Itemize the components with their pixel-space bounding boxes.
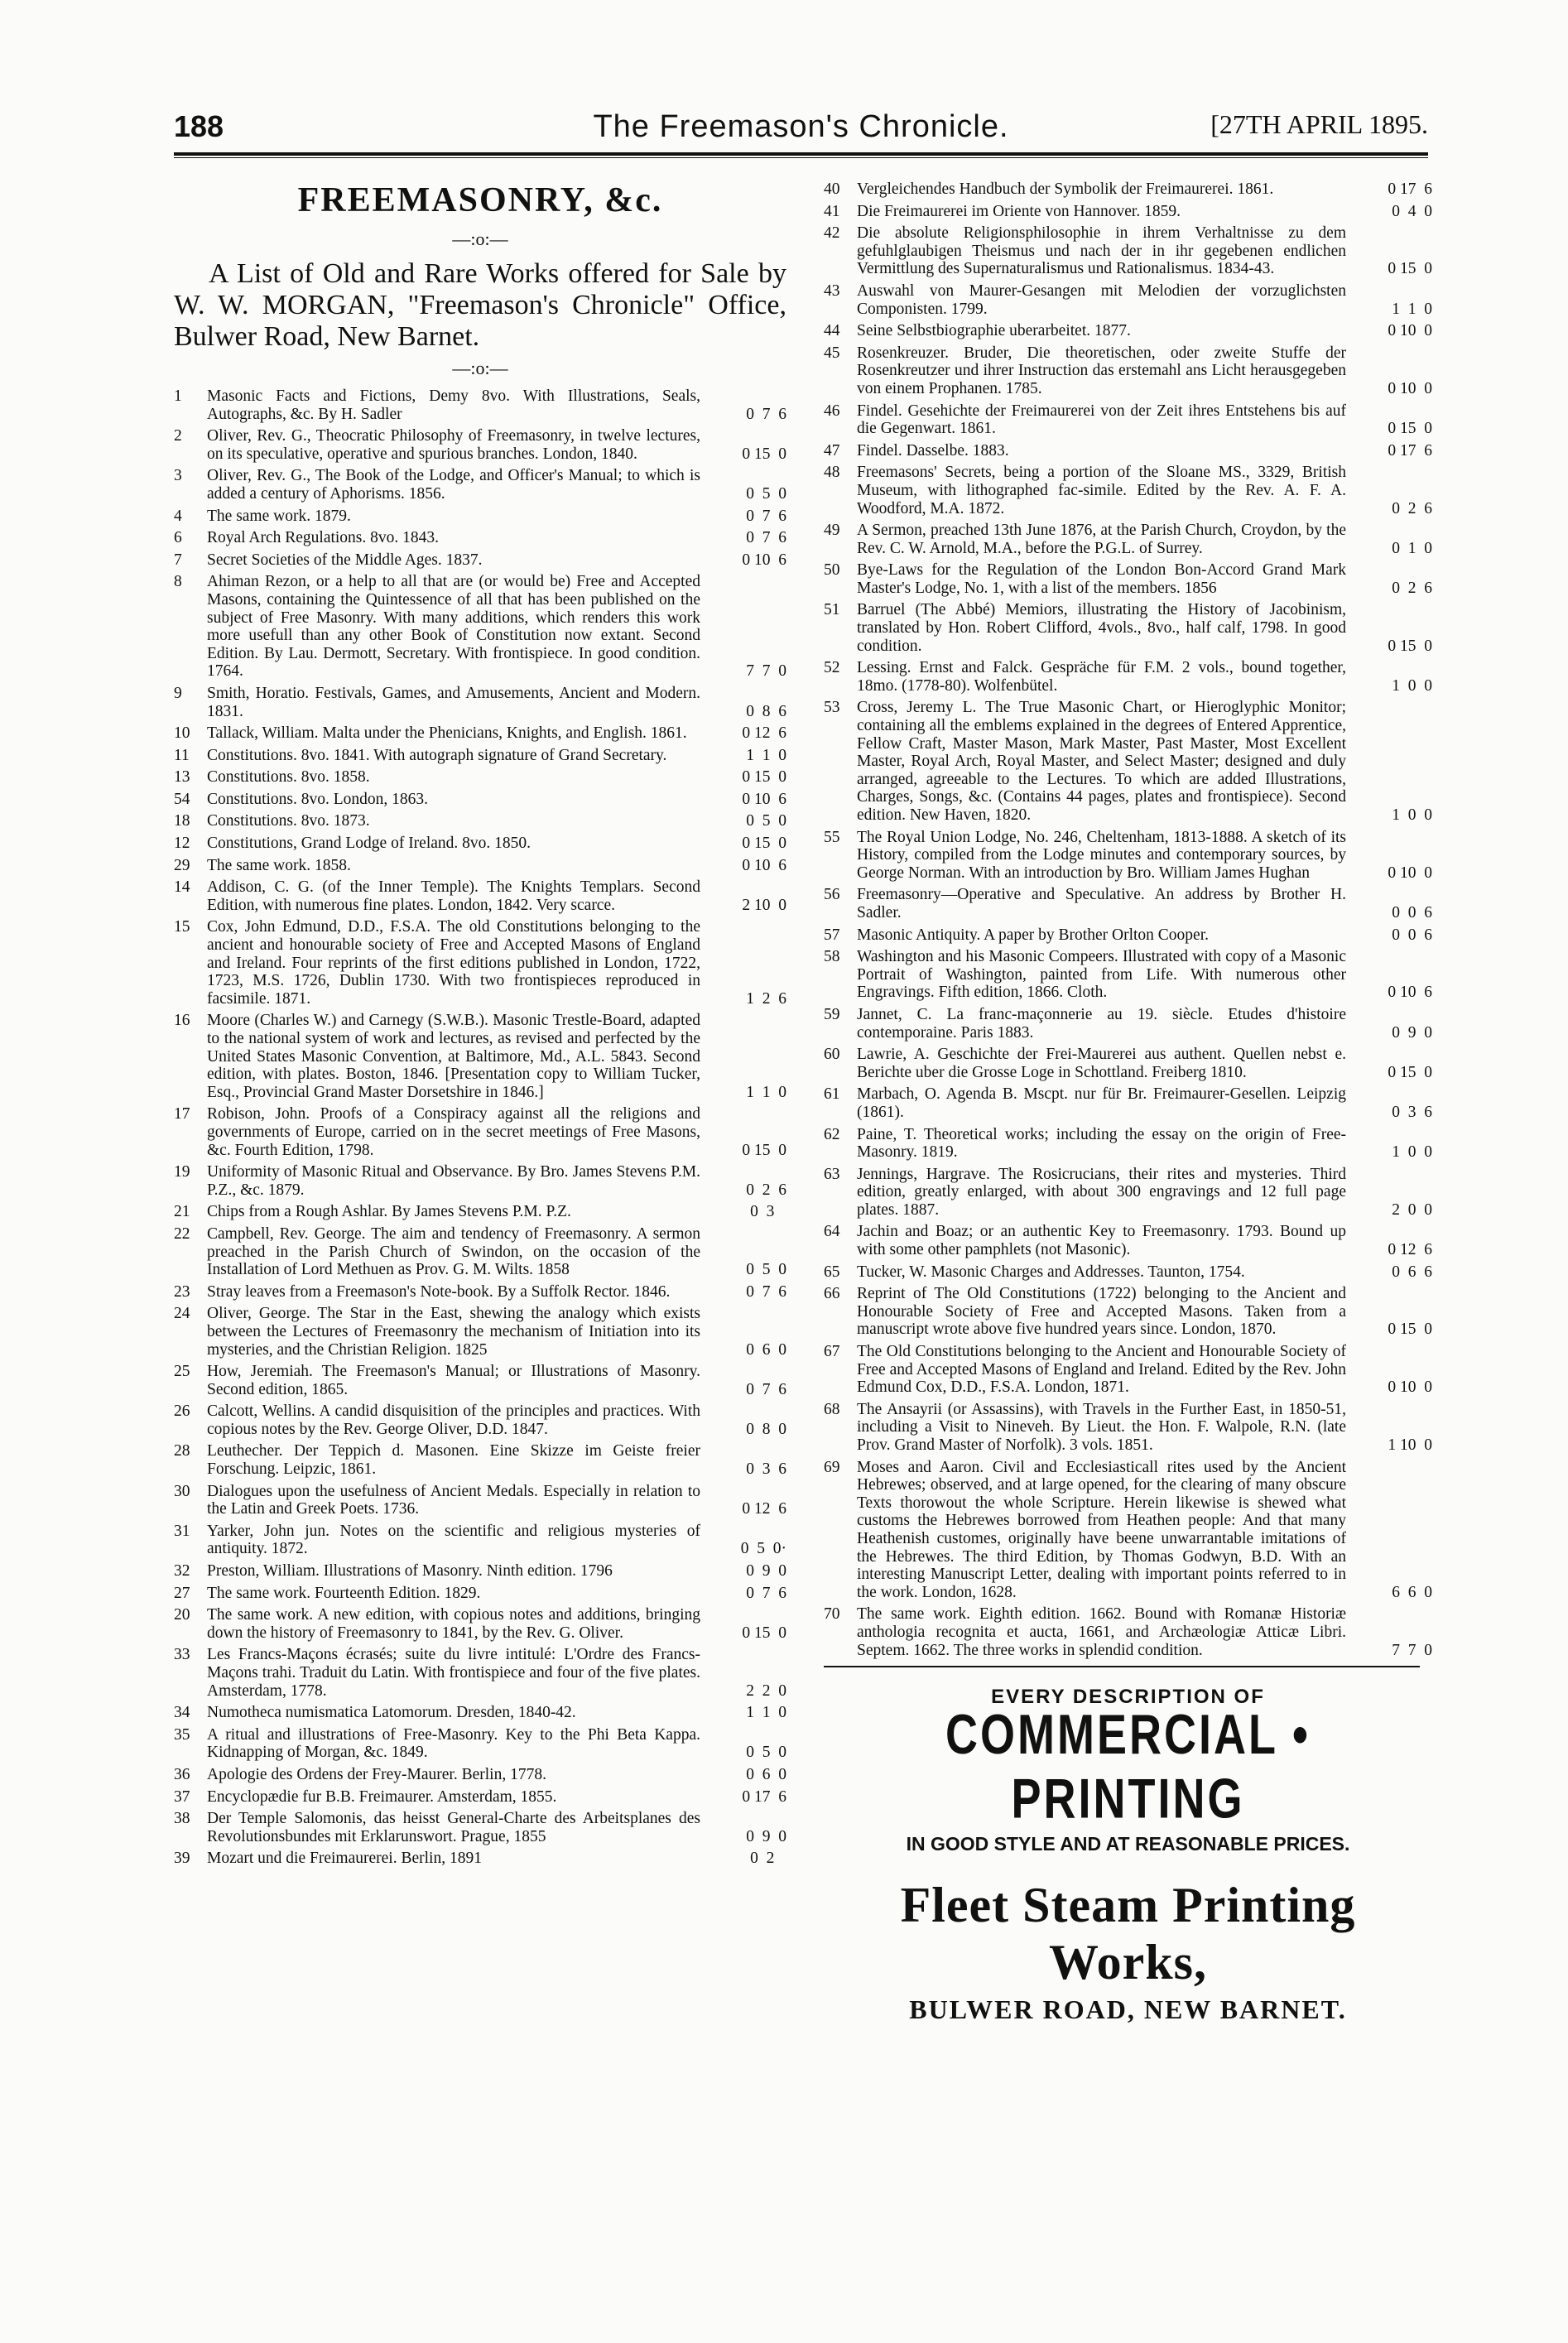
header-rule (174, 152, 1428, 156)
entry-description: Seine Selbstbiographie uberarbeitet. 1877. (857, 322, 1131, 340)
entry-price: 0 10 6 (742, 790, 786, 808)
book-entry (174, 529, 786, 547)
entry-description: Les Francs-Maçons écrasés; suite du livre intitulé: L'Ordre des Francs-Maçons trahi. Traduit du Latin. With frontispiece and four of the five plates. Amsterdam, 1778. (207, 1646, 700, 1700)
book-entry (174, 1363, 786, 1398)
entry-price: 0 8 0 (746, 1420, 786, 1438)
entry-description: Dialogues upon the usefulness of Ancient Medals. Especially in relation to the Latin and Greek Poets. 1736. (207, 1482, 700, 1518)
entry-description: How, Jeremiah. The Freemason's Manual; or Illustrations of Masonry. Second edition, 1865. (207, 1363, 700, 1398)
publication-title: The Freemason's Chronicle. (593, 109, 1009, 144)
entry-number: 16 (174, 1012, 190, 1030)
entry-description: The same work. A new edition, with copious notes and additions, bringing down the history of Freemasonry to 1841, by the Rev. G. Oliver. (207, 1606, 700, 1642)
book-entry (174, 1646, 786, 1700)
entry-description: Marbach, O. Agenda B. Mscpt. nur für Br. Freimaurer-Gesellen. Leipzig (1861). (857, 1085, 1346, 1121)
book-entry (174, 1305, 786, 1359)
entry-description: Encyclopædie fur B.B. Freimaurer. Amsterdam, 1855. (207, 1787, 557, 1806)
book-entry (174, 918, 786, 1008)
entry-description: A Sermon, preached 13th June 1876, at the Parish Church, Croydon, by the Rev. C. W. Arnold, M.A., before the P.G.L. of Surrey. (857, 522, 1346, 557)
entry-description: The Old Constitutions belonging to the Ancient and Honourable Society of Free and Accepted Masons of England and Ireland. Edited by the Rev. John Edmund Cox, D.D., F.S.A. London, 1871. (857, 1343, 1346, 1397)
entry-number: 14 (174, 878, 190, 897)
entry-price: 7 7 0 (746, 662, 786, 681)
book-entry (174, 1585, 786, 1603)
ornament-bottom: —:o:— (452, 358, 508, 378)
book-entry (824, 402, 1432, 438)
entry-description: Jennings, Hargrave. The Rosicrucians, their rites and mysteries. Third edition, greatly enlarged, with about 300 engravings and 12 full page plates. 1887. (857, 1165, 1346, 1219)
entry-price: 0 5 0· (740, 1540, 786, 1558)
entry-number: 40 (824, 180, 840, 198)
entry-description: Chips from a Rough Ashlar. By James Stevens P.M. P.Z. (207, 1203, 571, 1221)
page-number: 188 (174, 109, 224, 143)
entry-description: Der Temple Salomonis, das heisst General-Charte des Arbeitsplanes des Revolutionsbundes mit Erklarunswort. Prague, 1855 (207, 1810, 700, 1845)
entry-description: Addison, C. G. (of the Inner Temple). The Knights Templars. Second Edition, with numerous fine plates. London, 1842. Very scarce. (207, 878, 700, 914)
book-entry (824, 180, 1432, 199)
book-entry (174, 1442, 786, 1478)
book-entry (174, 1203, 786, 1221)
book-entry (174, 685, 786, 720)
entry-number: 39 (174, 1850, 190, 1868)
entry-price: 0 5 0 (746, 812, 786, 830)
entry-number: 8 (174, 573, 182, 591)
entry-number: 12 (174, 835, 190, 853)
book-entry (174, 1562, 786, 1580)
entry-description: Jannet, C. La franc-maçonnerie au 19. siècle. Etudes d'histoire contemporaine. Paris 1883. (857, 1005, 1346, 1042)
entry-number: 53 (824, 699, 840, 717)
entry-number: 61 (824, 1085, 840, 1104)
entry-price: 0 0 6 (1392, 926, 1432, 944)
book-entry (824, 203, 1432, 221)
entry-number: 51 (824, 601, 840, 619)
entry-number: 41 (824, 202, 840, 220)
book-entry (174, 508, 786, 526)
book-entry (174, 857, 786, 875)
book-entry (174, 835, 786, 853)
book-entry (174, 747, 786, 765)
entry-number: 25 (174, 1363, 190, 1381)
entry-description: Barruel (The Abbé) Memiors, illustrating the History of Jacobinism, translated by Hon. Robert Clifford, 4vols., 8vo., half calf, 1798. In good condition. (857, 601, 1346, 655)
book-entry (824, 344, 1432, 398)
entry-description: Paine, T. Theoretical works; including the essay on the origin of Free-Masonry. 1819. (857, 1125, 1346, 1162)
entry-number: 22 (174, 1224, 190, 1243)
entry-description: Oliver, Rev. G., Theocratic Philosophy of Freemasonry, in twelve lectures, on its speculative, operative and spurious branches. London, 1840. (207, 427, 700, 463)
entry-number: 56 (824, 886, 840, 904)
advert-commercial-printing: COMMERCIAL • PRINTING (945, 1703, 1311, 1831)
entry-description: Die Freimaurerei im Oriente von Hannover. 1859. (857, 202, 1181, 220)
entry-price: 0 7 6 (746, 405, 786, 423)
book-entry (174, 1402, 786, 1438)
book-entry (174, 427, 786, 463)
book-entry (824, 1459, 1432, 1602)
entry-number: 43 (824, 281, 840, 300)
entry-number: 21 (174, 1203, 190, 1221)
book-entry (174, 1483, 786, 1518)
entry-number: 66 (824, 1285, 840, 1303)
entry-number: 2 (174, 427, 182, 445)
entry-price: 0 10 6 (1388, 984, 1432, 1002)
book-entry (824, 522, 1432, 557)
book-entry (824, 224, 1432, 278)
entry-number: 48 (824, 464, 840, 482)
printing-advertisement (824, 1686, 1432, 2025)
entry-number: 63 (824, 1165, 840, 1183)
entry-price: 0 12 6 (742, 724, 786, 743)
entry-number: 1 (174, 387, 182, 405)
entry-number: 29 (174, 856, 190, 874)
entry-number: 35 (174, 1725, 190, 1744)
entry-price: 0 10 6 (742, 551, 786, 569)
advert-good-style: IN GOOD STYLE AND AT REASONABLE PRICES. (906, 1833, 1350, 1855)
entry-price: 1 2 6 (746, 989, 786, 1008)
entry-price: 0 10 0 (1388, 1378, 1432, 1397)
entry-price: 0 15 0 (742, 445, 786, 463)
header-rule-thin (174, 157, 1428, 158)
entry-price: 7 7 0 (1392, 1641, 1432, 1659)
entry-description: Uniformity of Masonic Ritual and Observance. By Bro. James Stevens P.M. P.Z., &c. 1879. (207, 1163, 700, 1199)
entry-description: Constitutions. 8vo. London, 1863. (207, 790, 429, 808)
entry-price: 1 0 0 (1392, 1143, 1432, 1162)
left-column (174, 180, 786, 1872)
entry-price: 0 7 6 (746, 1584, 786, 1602)
entry-price: 1 1 0 (746, 1704, 786, 1722)
entry-number: 32 (174, 1562, 190, 1580)
entry-description: Findel. Dasselbe. 1883. (857, 441, 1009, 459)
entry-number: 30 (174, 1482, 190, 1500)
book-entry (174, 768, 786, 787)
entry-price: 0 5 0 (746, 484, 786, 503)
entry-number: 33 (174, 1646, 190, 1664)
entry-price: 0 10 0 (1388, 864, 1432, 882)
entry-description: Smith, Horatio. Festivals, Games, and Amusements, Ancient and Modern. 1831. (207, 684, 700, 720)
book-entry (824, 464, 1432, 517)
entry-description: Ahiman Rezon, or a help to all that are (or would be) Free and Accepted Masons, containing the Quintessence of all that has been published on the subject of Free Masonry. With many additions, which renders this work more usefull than any other Book of Constitution now extant. Second Edition. By Lau. Dermott, Secretary. With frontispiece. In good condition. 1764. (207, 573, 700, 681)
entry-price: 1 1 0 (1392, 300, 1432, 318)
entry-price: 0 3 6 (1392, 1103, 1432, 1121)
book-entry (174, 1766, 786, 1784)
book-entry (174, 551, 786, 570)
section-title: FREEMASONRY, &c. (297, 181, 663, 219)
entry-number: 64 (824, 1223, 840, 1241)
advert-address: BULWER ROAD, NEW BARNET. (909, 1994, 1347, 2025)
entry-price: 0 15 0 (1388, 1063, 1432, 1081)
book-entry (824, 1085, 1432, 1121)
entry-price: 0 1 0 (1392, 539, 1432, 557)
entry-description: The Royal Union Lodge, No. 246, Cheltenham, 1813-1888. A sketch of its History, compiled from the Lodge minutes and contemporary sources, by George Norman. With an introduction by Bro. William James Hughan (857, 828, 1346, 882)
entry-description: Auswahl von Maurer-Gesangen mit Melodien der vorzuglichsten Componisten. 1799. (857, 281, 1346, 318)
issue-date: [27TH APRIL 1895. (1210, 109, 1428, 139)
entry-price: 0 3 (750, 1203, 786, 1221)
book-entry (824, 1166, 1432, 1220)
entry-price: 0 17 6 (1388, 180, 1432, 198)
book-entry (824, 1126, 1432, 1162)
entry-description: Washington and his Masonic Compeers. Illustrated with copy of a Masonic Portrait of Washington, painted from Life. With numerous other Engravings. Fifth edition, 1866. Cloth. (857, 948, 1346, 1002)
entry-description: Yarker, John jun. Notes on the scientific and religious mysteries of antiquity. 1872. (207, 1522, 700, 1558)
book-entry (824, 561, 1432, 597)
entry-number: 28 (174, 1442, 190, 1460)
entry-price: 0 6 6 (1392, 1263, 1432, 1281)
entry-price: 0 9 0 (1392, 1023, 1432, 1042)
entry-description: Calcott, Wellins. A candid disquisition of the principles and practices. With copious notes by the Rev. George Oliver, D.D. 1847. (207, 1402, 700, 1438)
entry-number: 18 (174, 812, 190, 830)
entry-number: 24 (174, 1305, 190, 1323)
entry-description: Rosenkreuzer. Bruder, Die theoretischen, oder zweite Stuffe der Rosenkreutzer und ihrer Instruction das erstemahl ans Licht herausgegeben von einem Prophanen. 1785. (857, 344, 1346, 397)
entry-description: Moore (Charles W.) and Carnegy (S.W.B.). Masonic Trestle-Board, adapted to the national system of work and lectures, as revised and perfected by the United States Masonic Convention, at Baltimore, Md., A.L. 5843. Second edition, with plates. Boston, 1846. [Presentation copy to William Tucker, Esq., Provincial Grand Master Dorsetshire in 1846.] (207, 1012, 700, 1101)
entry-price: 0 15 0 (742, 835, 786, 853)
entry-price: 0 9 0 (746, 1827, 786, 1845)
book-entry (824, 282, 1432, 318)
book-entry (174, 1012, 786, 1101)
entry-number: 68 (824, 1400, 840, 1418)
entry-price: 0 10 6 (742, 856, 786, 874)
book-entry (174, 467, 786, 503)
entry-number: 36 (174, 1765, 190, 1783)
book-entry (824, 1223, 1432, 1258)
entry-number: 23 (174, 1282, 190, 1301)
entry-number: 67 (824, 1343, 840, 1361)
entry-price: 0 6 0 (746, 1340, 786, 1359)
entry-number: 50 (824, 561, 840, 580)
entry-description: The same work. Fourteenth Edition. 1829. (207, 1584, 481, 1602)
book-entry (824, 926, 1432, 945)
entry-price: 0 7 6 (746, 1380, 786, 1398)
entry-description: Leuthecher. Der Teppich d. Masonen. Eine Skizze im Geiste freier Forschung. Leipzic, 1861. (207, 1442, 700, 1479)
entry-description: The same work. 1879. (207, 507, 351, 525)
entry-description: Constitutions. 8vo. 1873. (207, 812, 370, 830)
entry-price: 0 5 0 (746, 1261, 786, 1279)
book-entry (174, 1105, 786, 1159)
book-entry (824, 1046, 1432, 1081)
entry-number: 10 (174, 724, 190, 743)
entry-description: Bye-Laws for the Regulation of the London Bon-Accord Grand Mark Master's Lodge, No. 1, with a list of the members. 1856 (857, 561, 1346, 597)
entry-number: 54 (174, 790, 190, 808)
entry-price: 2 2 0 (746, 1681, 786, 1700)
entry-description: Tallack, William. Malta under the Phenicians, Knights, and English. 1861. (207, 724, 687, 743)
book-entry (174, 724, 786, 743)
advert-every-line: EVERY DESCRIPTION OF (991, 1686, 1265, 1709)
entry-number: 65 (824, 1263, 840, 1281)
entry-price: 0 3 6 (746, 1460, 786, 1479)
entry-number: 46 (824, 402, 840, 420)
entry-number: 38 (174, 1810, 190, 1828)
book-entry (824, 1263, 1432, 1282)
entry-price: 0 12 6 (1388, 1241, 1432, 1259)
advert-divider (824, 1666, 1420, 1667)
book-entry (824, 322, 1432, 340)
entry-number: 17 (174, 1105, 190, 1123)
entry-number: 42 (824, 224, 840, 243)
entry-number: 6 (174, 529, 182, 547)
page-header (174, 109, 1428, 147)
entry-number: 62 (824, 1125, 840, 1143)
book-entry (824, 1605, 1432, 1659)
entry-number: 34 (174, 1704, 190, 1722)
entry-price: 0 5 0 (746, 1744, 786, 1762)
entry-description: Tucker, W. Masonic Charges and Addresses. Taunton, 1754. (857, 1263, 1245, 1281)
advert-fleet-steam: Fleet Steam Printing Works, (900, 1878, 1356, 1990)
entry-number: 20 (174, 1606, 190, 1624)
book-entry (174, 1283, 786, 1301)
entry-description: Findel. Gesehichte der Freimaurerei von der Zeit ihres Entstehens bis auf die Gegenwart. 1861. (857, 402, 1346, 438)
entry-number: 27 (174, 1584, 190, 1602)
entry-number: 45 (824, 344, 840, 362)
book-entry (824, 1401, 1432, 1455)
entry-description: Stray leaves from a Freemason's Note-book. By a Suffolk Rector. 1846. (207, 1282, 671, 1301)
entry-price: 0 8 6 (746, 702, 786, 720)
entry-price: 0 15 0 (742, 768, 786, 787)
book-entry (824, 1343, 1432, 1397)
entry-description: Campbell, Rev. George. The aim and tendency of Freemasonry. A sermon preached in the Parish Church of Swindon, on the occasion of the Installation of Lord Methuen as Prov. G. M. Wilts. 1858 (207, 1224, 700, 1279)
entry-price: 0 15 0 (1388, 1321, 1432, 1339)
entry-description: Constitutions, Grand Lodge of Ireland. 8vo. 1850. (207, 835, 531, 853)
entry-price: 0 2 (750, 1850, 786, 1868)
ornament-top: —:o:— (452, 229, 508, 249)
entry-price: 1 10 0 (1388, 1436, 1432, 1454)
entry-price: 0 15 0 (742, 1141, 786, 1159)
book-entry (824, 886, 1432, 921)
book-entry (824, 1006, 1432, 1042)
entry-number: 57 (824, 926, 840, 944)
entry-number: 26 (174, 1402, 190, 1421)
book-entry (174, 1163, 786, 1199)
entry-description: A ritual and illustrations of Free-Masonry. Key to the Phi Beta Kappa. Kidnapping of Morgan, &c. 1849. (207, 1725, 700, 1762)
book-entry (824, 442, 1432, 460)
entry-price: 2 0 0 (1392, 1200, 1432, 1219)
book-entry (174, 1850, 786, 1868)
entry-price: 0 6 0 (746, 1765, 786, 1783)
entry-number: 3 (174, 467, 182, 485)
book-entry (174, 1704, 786, 1722)
entry-number: 70 (824, 1605, 840, 1624)
entry-description: Masonic Facts and Fictions, Demy 8vo. With Illustrations, Seals, Autographs, &c. By H. Sadler (207, 387, 700, 423)
entry-description: Die absolute Religionsphilosophie in ihrem Verhaltnisse zu dem gefuhlglaubigen Theismus und nach der in ihr gegebenen endlichen Vermittlung des Supernaturalismus und Rationalismus. 1834-43. (857, 224, 1346, 278)
entry-price: 0 0 6 (1392, 903, 1432, 921)
entry-number: 4 (174, 507, 182, 525)
entry-description: Robison, John. Proofs of a Conspiracy against all the religions and governments of Europe, carried on in the secret meetings of Free Masons, &c. Fourth Edition, 1798. (207, 1105, 700, 1159)
entry-price: 1 1 0 (746, 1083, 786, 1101)
entry-description: The same work. 1858. (207, 856, 351, 874)
entry-description: Lawrie, A. Geschichte der Frei-Maurerei aus authent. Quellen nebst e. Berichte uber die Grosse Loge in Schottland. Freiberg 1810. (857, 1046, 1346, 1081)
entry-description: Secret Societies of the Middle Ages. 1837. (207, 551, 483, 569)
entry-description: Constitutions. 8vo. 1858. (207, 768, 370, 787)
entry-description: Vergleichendes Handbuch der Symbolik der Freimaurerei. 1861. (857, 180, 1274, 198)
entry-price: 6 6 0 (1392, 1583, 1432, 1601)
entry-number: 55 (824, 828, 840, 846)
entry-price: 0 2 6 (1392, 499, 1432, 517)
entry-description: Moses and Aaron. Civil and Ecclesiasticall rites used by the Ancient Hebrewes; observed, and at large opened, for the clearing of many obscure Texts thorowout the whole Scripture. Herein likewise is shewed what customs the Hebrewes borrowed from Heathen people: And that many Heathenish customes, originally have beene unwarrantable imitations of the Hebrewes. The third Edition, by Thomas Godwyn, B.D. With an interesting Manuscript Letter, dealing with important points referred to in the work. London, 1628. (857, 1458, 1346, 1601)
book-entry (174, 812, 786, 830)
entry-description: Preston, William. Illustrations of Masonry. Ninth edition. 1796 (207, 1562, 613, 1580)
book-entry (824, 948, 1432, 1002)
book-entry (174, 573, 786, 681)
entry-number: 58 (824, 948, 840, 966)
entry-description: Apologie des Ordens der Frey-Maurer. Berlin, 1778. (207, 1765, 546, 1783)
entry-price: 0 7 6 (746, 529, 786, 547)
entry-price: 0 17 6 (1388, 441, 1432, 459)
book-entry (174, 1788, 786, 1807)
entry-number: 47 (824, 441, 840, 459)
book-entry (174, 387, 786, 423)
entry-number: 37 (174, 1787, 190, 1806)
entry-price: 0 10 0 (1388, 322, 1432, 340)
book-entry (174, 1225, 786, 1279)
entry-price: 0 15 0 (1388, 637, 1432, 655)
entry-description: Freemasons' Secrets, being a portion of the Sloane MS., 3329, British Museum, with lithographed fac-simile. Edited by the Rev. A. F. A. Woodford, M.A. 1872. (857, 464, 1346, 517)
book-entry (174, 1606, 786, 1642)
section-intro: A List of Old and Rare Works offered for Sale by W. W. MORGAN, "Freemason's Chronicle" Office, Bulwer Road, New Barnet. (174, 258, 786, 352)
entry-price: 0 7 6 (746, 1282, 786, 1301)
entry-number: 49 (824, 522, 840, 540)
entry-price: 0 15 0 (1388, 260, 1432, 278)
book-entry (174, 1810, 786, 1845)
entry-description: Cox, John Edmund, D.D., F.S.A. The old Constitutions belonging to the ancient and honourable society of Free and Accepted Masons of England and Ireland. Four reprints of the first editions published in London, 1722, 1723, M.S. 1726, Dublin 1730. With two frontispieces reproduced in facsimile. 1871. (207, 918, 700, 1008)
book-entry (174, 791, 786, 809)
entry-description: The same work. Eighth edition. 1662. Bound with Romanæ Historiæ anthologia recognita et aucta, 1661, and Archæologiæ Atticæ Libri. Septem. 1662. The three works in splendid condition. (857, 1605, 1346, 1659)
entry-price: 0 10 0 (1388, 379, 1432, 397)
entry-description: Lessing. Ernst and Falck. Gespräche für F.M. 2 vols., bound together, 18mo. (1778-80). Wolfenbütel. (857, 659, 1346, 695)
entry-price: 0 7 6 (746, 507, 786, 525)
entry-description: Oliver, Rev. G., The Book of the Lodge, and Officer's Manual; to which is added a century of Aphorisms. 1856. (207, 467, 700, 503)
entry-price: 0 9 0 (746, 1562, 786, 1580)
entry-number: 59 (824, 1005, 840, 1023)
entry-price: 1 1 0 (746, 746, 786, 764)
entry-description: Mozart und die Freimaurerei. Berlin, 1891 (207, 1850, 482, 1868)
book-entry (174, 1726, 786, 1762)
entry-price: 0 15 0 (742, 1624, 786, 1642)
entry-description: Oliver, George. The Star in the East, shewing the analogy which exists between the Lectures of Freemasonry the mechanism of Initiation into its mysteries, and the Christian Religion. 1825 (207, 1305, 700, 1359)
entry-number: 7 (174, 551, 182, 569)
entry-price: 0 2 6 (1392, 579, 1432, 597)
right-entry-list (824, 180, 1432, 1659)
entry-description: Masonic Antiquity. A paper by Brother Orlton Cooper. (857, 926, 1209, 944)
entry-number: 31 (174, 1522, 190, 1540)
book-entry (174, 1523, 786, 1558)
book-entry (174, 878, 786, 914)
entry-description: Freemasonry—Operative and Speculative. An address by Brother H. Sadler. (857, 886, 1346, 921)
entry-number: 44 (824, 322, 840, 340)
entry-description: Numotheca numismatica Latomorum. Dresden, 1840-42. (207, 1704, 576, 1722)
entry-price: 2 10 0 (742, 896, 786, 914)
entry-description: Jachin and Boaz; or an authentic Key to Freemasonry. 1793. Bound up with some other pamphlets (not Masonic). (857, 1223, 1346, 1259)
entry-number: 69 (824, 1458, 840, 1476)
book-entry (824, 659, 1432, 695)
book-entry (824, 1285, 1432, 1339)
entry-description: The Ansayrii (or Assassins), with Travels in the Further East, in 1850-51, including a Visit to Nineveh. By Lieut. the Hon. F. Walpole, R.N. (late Prov. Grand Master of Norfolk). 3 vols. 1851. (857, 1400, 1346, 1454)
entry-description: Reprint of The Old Constitutions (1722) belonging to the Ancient and Honourable Society of Free and Accepted Masons. Taken from a manuscript wrote above five hundred years since. London, 1870. (857, 1285, 1346, 1339)
entry-price: 0 15 0 (1388, 420, 1432, 438)
entry-description: Royal Arch Regulations. 8vo. 1843. (207, 529, 440, 547)
entry-number: 15 (174, 918, 190, 936)
entry-number: 11 (174, 746, 190, 764)
entry-price: 0 12 6 (742, 1500, 786, 1518)
entry-price: 0 2 6 (746, 1181, 786, 1199)
entry-price: 1 0 0 (1392, 676, 1432, 695)
entry-description: Constitutions. 8vo. 1841. With autograph signature of Grand Secretary. (207, 746, 667, 764)
left-entry-list (174, 387, 786, 1868)
book-entry (824, 699, 1432, 824)
book-entry (824, 601, 1432, 655)
entry-price: 0 4 0 (1392, 202, 1432, 220)
entry-number: 60 (824, 1046, 840, 1064)
entry-number: 13 (174, 768, 190, 787)
entry-number: 52 (824, 659, 840, 677)
book-entry (824, 829, 1432, 883)
right-column (824, 180, 1432, 2025)
entry-number: 19 (174, 1163, 190, 1181)
entry-description: Cross, Jeremy L. The True Masonic Chart, or Hieroglyphic Monitor; containing all the emblems explained in the degrees of Entered Apprentice, Fellow Craft, Master Mason, Mark Master, Past Master, Most Excellent Master, Royal Arch, Royal Master, and Select Master; designed and duly arranged, agreeable to the Lectures. To which are added Illustrations, Charges, Songs, &c. (Contains 44 pages, plates and frontispiece). Second edition. New Haven, 1820. (857, 699, 1346, 824)
entry-number: 9 (174, 684, 182, 702)
entry-price: 0 17 6 (742, 1787, 786, 1806)
entry-price: 1 0 0 (1392, 806, 1432, 824)
